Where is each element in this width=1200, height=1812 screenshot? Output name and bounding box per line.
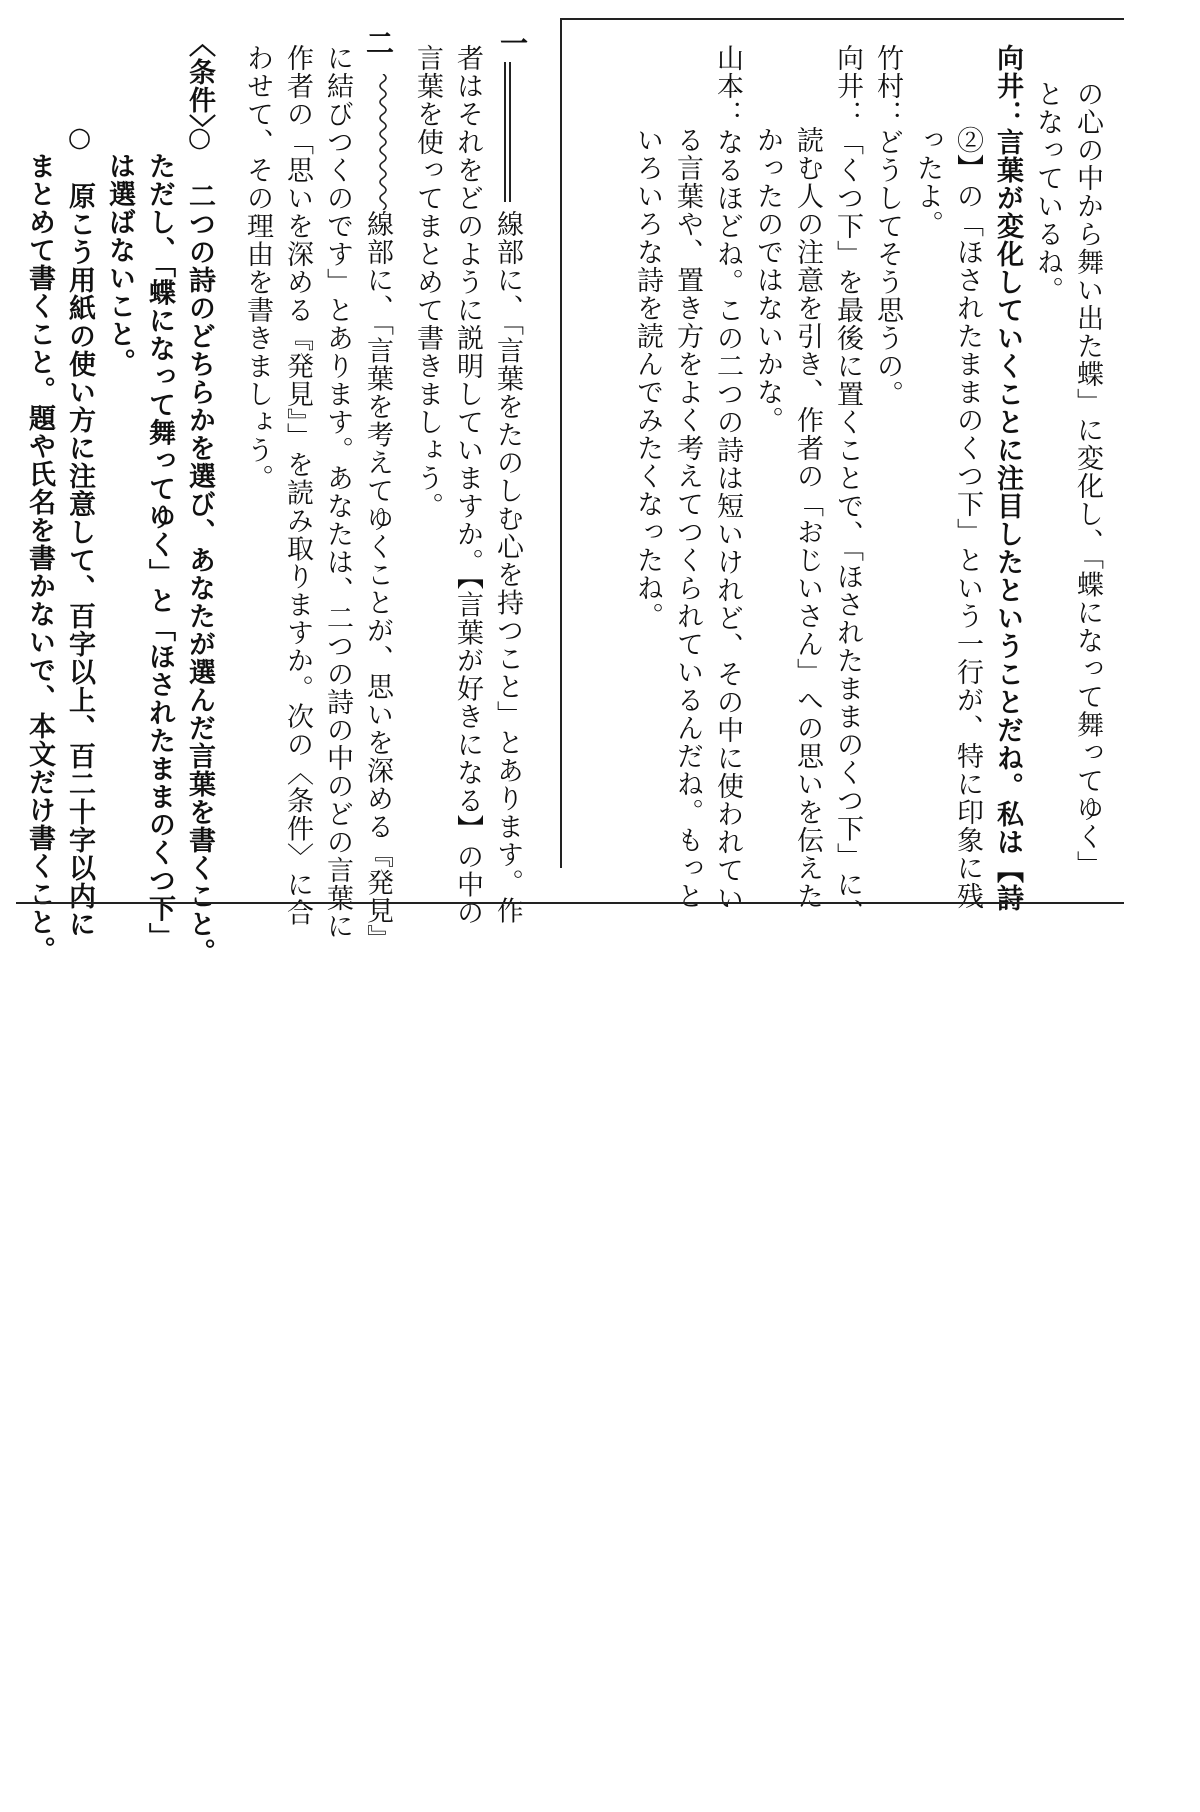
- dialogue-line-mukai: 向井：「くつ下」を最後に置くことで、「ほされたままのくつ下」に、: [832, 44, 863, 927]
- dialogue-line-yamamoto: 山本：なるほどね。この二つの詩は短いけれど、その中に使われてい: [712, 44, 743, 912]
- condition-item: は選ばないこと。: [104, 152, 135, 376]
- question-1-line: 言葉を使ってまとめて書きましょう。: [412, 44, 443, 520]
- condition-item: まとめて書くこと。題や氏名を書かないで、本文だけ書くこと。: [24, 152, 55, 964]
- condition-item: ただし、「蝶になって舞ってゆく」と「ほされたままのくつ下」: [144, 152, 175, 951]
- question-number: 二: [366, 27, 395, 60]
- dialogue-line: の心の中から舞い出た蝶」に変化し、「蝶になって舞ってゆく」: [1072, 80, 1103, 879]
- question-2-line: わせて、その理由を書きましょう。: [242, 44, 273, 492]
- condition-item: ○ 原こう用紙の使い方に注意して、百字以上、百二十字以内に: [64, 122, 95, 938]
- dialogue-line: となっているね。: [1032, 80, 1063, 304]
- dialogue-line-takemura: 竹村：どうしてそう思うの。: [872, 44, 903, 408]
- dialogue-line: ②】の「ほされたままのくつ下」という一行が、特に印象に残: [952, 126, 983, 910]
- dialogue-line: 読む人の注意を引き、作者の「おじいさん」への思いを伝えた: [792, 126, 823, 910]
- dialogue-line: いろいろな詩を読んでみたくなったね。: [632, 126, 663, 630]
- double-underline-marker: [504, 62, 511, 202]
- question-number: 一: [500, 27, 529, 60]
- dialogue-line: かったのではないかな。: [752, 126, 783, 434]
- dialogue-line-mukai: 向井：言葉が変化していくことに注目したということだね。私は【詩: [992, 44, 1023, 912]
- question-1-line: 線部に、「言葉をたのしむ心を持つこと」とあります。作: [492, 210, 523, 925]
- question-2-line: に結びつくのです」とあります。あなたは、二つの詩の中のどの言葉に: [322, 44, 353, 940]
- wavy-underline-marker: [376, 74, 390, 210]
- question-2-line: 作者の「思いを深める『発見』」を読み取りますか。次の〈条件〉に合: [282, 44, 313, 927]
- question-1-line: 者はそれをどのように説明していますか。【言葉が好きになる】の中の: [452, 44, 483, 927]
- question-2-line: 線部に、「言葉を考えてゆくことが、思いを深める『発見』: [362, 210, 393, 953]
- dialogue-line: ったよ。: [912, 126, 943, 238]
- condition-item: ○ 二つの詩のどちらかを選び、あなたが選んだ言葉を書くこと。: [184, 122, 215, 966]
- conditions-label: 〈条件〉: [184, 30, 215, 142]
- dialogue-line: る言葉や、置き方をよく考えてつくられているんだね。もっと: [672, 126, 703, 910]
- page-divider: [16, 902, 1124, 904]
